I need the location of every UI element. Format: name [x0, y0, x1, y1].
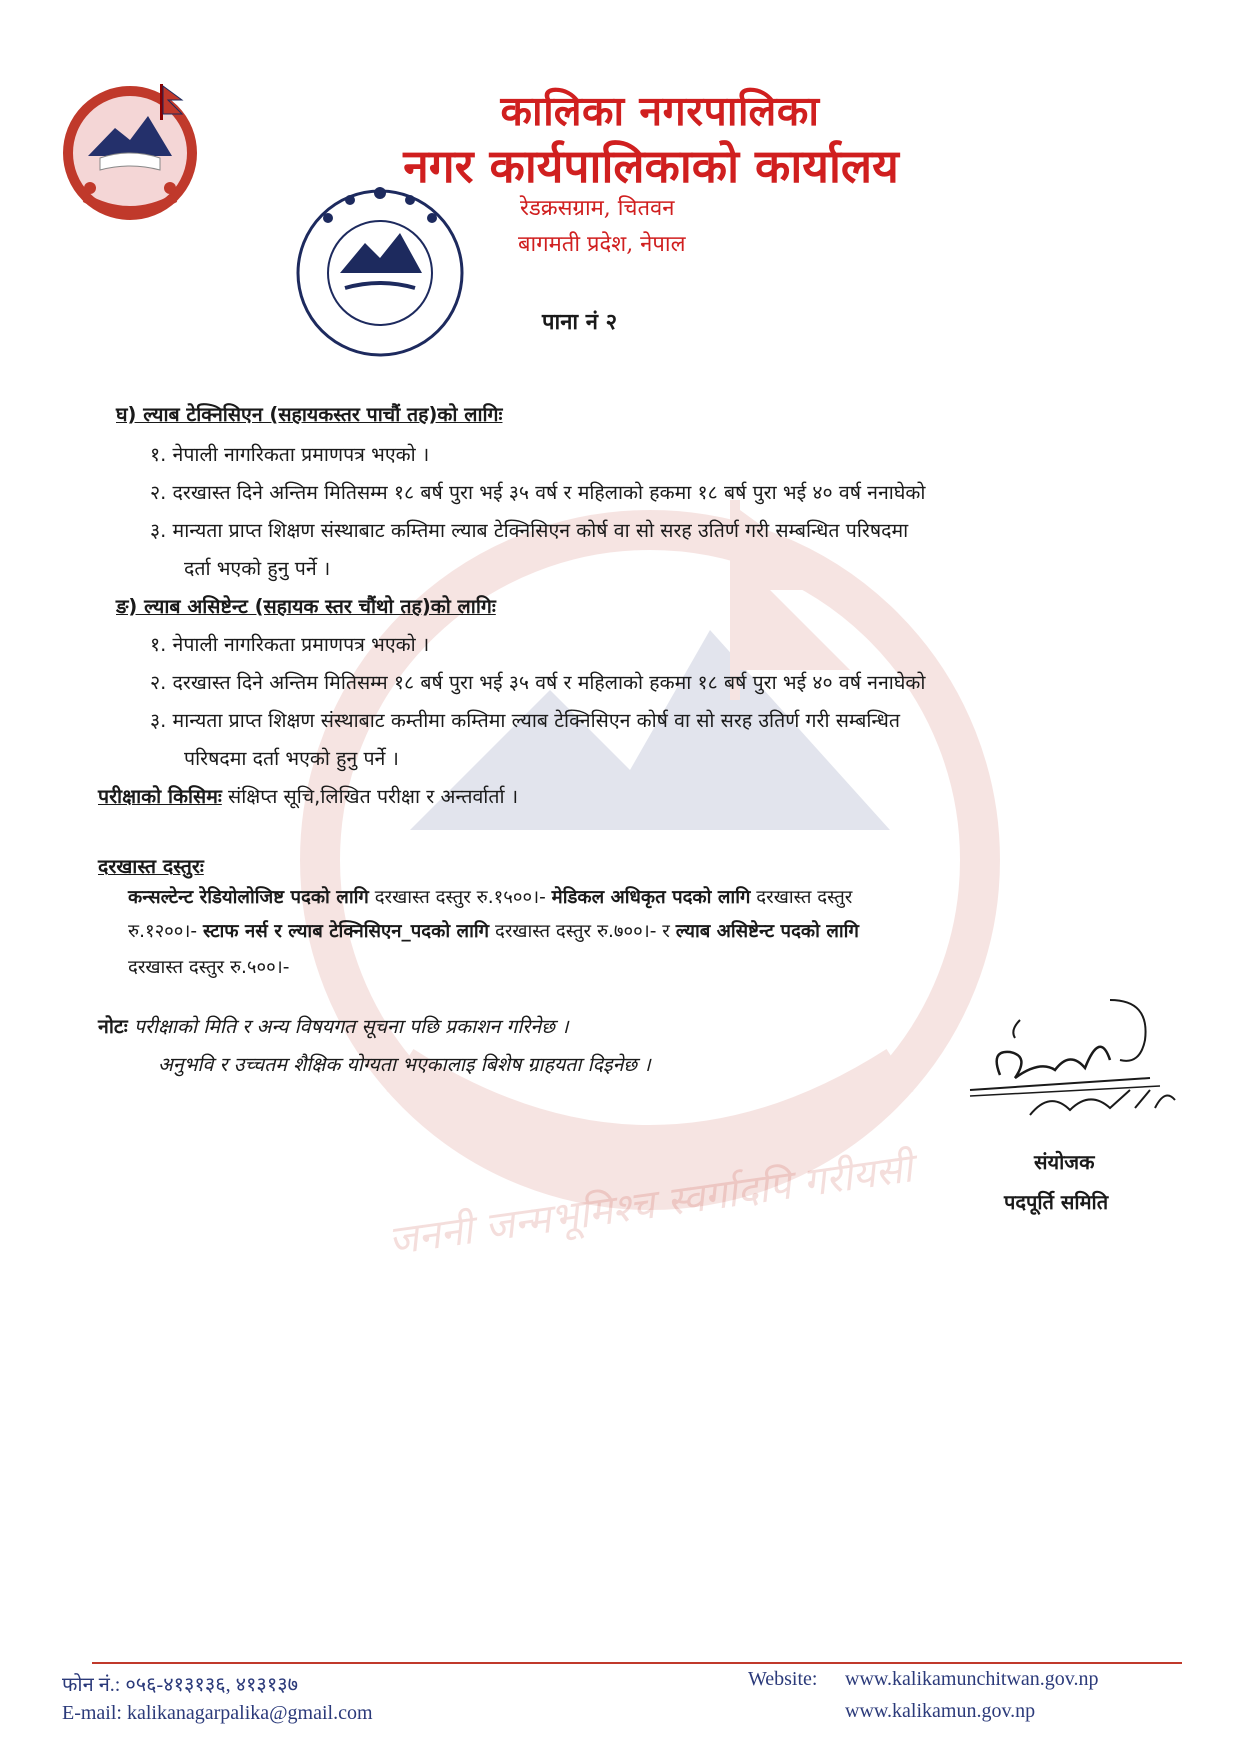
footer-website-label: Website: — [748, 1668, 818, 1690]
note-line-2: अनुभवि र उच्चतम शैक्षिक योग्यता भएकालाइ बिशेष ग्राहयता दिइनेछ । — [158, 1053, 651, 1076]
fee-post-staff-nurse: स्टाफ नर्स र ल्याब टेक्निसिएन_पदको लागि — [203, 921, 490, 942]
address-line-1: रेडक्रसग्राम, चितवन — [520, 196, 675, 221]
municipal-seal-icon — [280, 178, 480, 378]
signatory-committee: पदपूर्ति समिति — [1004, 1190, 1109, 1214]
fees-line-2 — [128, 918, 859, 943]
fee-post-medical-officer: मेडिकल अधिकृत पदको लागि — [551, 887, 751, 908]
list-item: २. दरखास्त दिने अन्तिम मितिसम्म १८ बर्ष पुरा भई ३५ वर्ष र महिलाको हकमा १८ बर्ष पुरा भई ४० वर्ष ननाघेको — [150, 481, 926, 504]
page-number: पाना नं २ — [542, 310, 618, 335]
handwritten-signature-icon — [960, 990, 1200, 1130]
list-item: ३. मान्यता प्राप्त शिक्षण संस्थाबाट कम्तिमा ल्याब टेक्निसिएन कोर्ष वा सो सरह उतिर्ण गरी सम्बन्धित परिषदमा — [150, 519, 909, 542]
exam-type-value: संक्षिप्त सूचि,लिखित परीक्षा र अन्तर्वार्ता । — [221, 785, 519, 808]
watermark-motto: जननी जन्मभूमिश्च स्वर्गादपि गरीयसी — [385, 1145, 916, 1265]
exam-type-label: परीक्षाको किसिमः — [98, 785, 222, 808]
municipality-name: कालिका नगरपालिका — [500, 87, 820, 135]
fee-post-lab-assistant: ल्याब असिष्टेन्ट पदको लागि — [675, 921, 859, 942]
fee-text: दरखास्त दस्तुर रु.७००।- र — [489, 921, 676, 942]
address-line-2: बागमती प्रदेश, नेपाल — [518, 232, 686, 257]
fee-text: दरखास्त दस्तुर रु.१५००।- — [368, 887, 552, 908]
footer-divider — [92, 1662, 1182, 1664]
signatory-role: संयोजक — [1034, 1150, 1095, 1174]
section-heading-lab-technician: घ) ल्याब टेक्निसिएन (सहायकस्तर पाचौं तह)को लागिः — [116, 403, 503, 426]
list-item: ३. मान्यता प्राप्त शिक्षण संस्थाबाट कम्तीमा कम्तिमा ल्याब टेक्निसिएन कोर्ष वा सो सरह उतिर्ण गरी सम्बन्धित — [150, 709, 900, 732]
fees-line-1 — [128, 884, 852, 909]
list-item: २. दरखास्त दिने अन्तिम मितिसम्म १८ बर्ष पुरा भई ३५ वर्ष र महिलाको हकमा १८ बर्ष पुरा भई ४० वर्ष ननाघेको — [150, 671, 926, 694]
note-text: परीक्षाको मिति र अन्य विषयगत सूचना पछि प्रकाशन गरिनेछ । — [127, 1015, 569, 1038]
footer-website-2: www.kalikamun.gov.np — [845, 1700, 1036, 1722]
fees-line-3: दरखास्त दस्तुर रु.५००।- — [128, 957, 290, 978]
fee-post-radiologist: कन्सल्टेन्ट रेडियोलोजिष्ट पदको लागि — [128, 887, 369, 908]
list-item-continuation: परिषदमा दर्ता भएको हुनु पर्ने । — [184, 747, 399, 770]
list-item: १. नेपाली नागरिकता प्रमाणपत्र भएको । — [150, 443, 430, 466]
fees-heading: दरखास्त दस्तुरः — [98, 855, 204, 878]
section-heading-lab-assistant: ङ) ल्याब असिष्टेन्ट (सहायक स्तर चौंथो तह)को लागिः — [116, 595, 496, 618]
note-label: नोटः — [98, 1015, 128, 1038]
footer-phone: फोन नं.: ०५६-४१३१३६, ४१३१३७ — [62, 1674, 299, 1696]
office-name: नगर कार्यपालिकाको कार्यालय — [403, 139, 899, 193]
fee-text: रु.१२००।- — [128, 921, 203, 942]
note-line-1 — [98, 1012, 569, 1039]
list-item-continuation: दर्ता भएको हुनु पर्ने । — [184, 557, 331, 580]
exam-type-line — [98, 782, 518, 809]
footer-email: E-mail: kalikanagarpalika@gmail.com — [62, 1702, 373, 1724]
list-item: १. नेपाली नागरिकता प्रमाणपत्र भएको । — [150, 633, 430, 656]
watermark-emblem — [250, 470, 1050, 1250]
footer-website-1: www.kalikamunchitwan.gov.np — [845, 1668, 1099, 1690]
fee-text: दरखास्त दस्तुर — [750, 887, 853, 908]
